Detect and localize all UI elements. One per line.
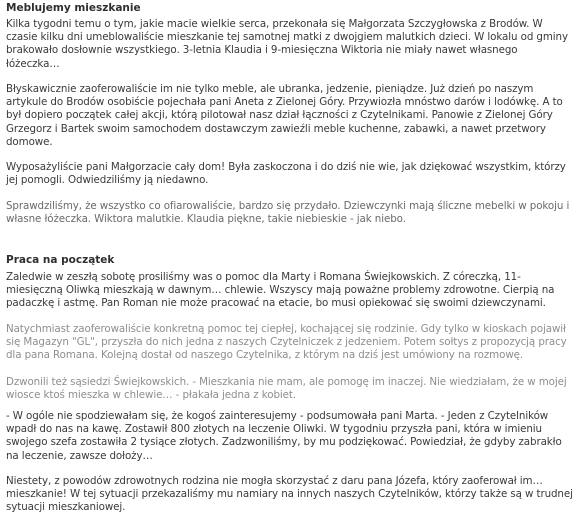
article1-paragraph-3: Wyposażyliście pani Małgorzacie cały dom! Była zaskoczona i do dziś nie wie, jak dziękować wszystkim, którzy jej pomogli. Odwiedziliśmy ją niedawno.	[6, 161, 566, 187]
article2-paragraph-3: Dzwonili też sąsiedzi Świejkowskich. - Mieszkania nie mam, ale pomogę im inaczej. Nie wiedziałam, że w mojej wiosce ktoś mieszka w chlewie… - płakała jedna z kobiet.	[6, 376, 567, 402]
article2-paragraph-1: Zaledwie w zeszłą sobotę prosiliśmy was o pomoc dla Marty i Romana Świejkowskich. Z córeczką, 11-miesięczną Oliwką mieszkają w dawnym… chlewie. Wszyscy mają poważne problemy zdrowotne. Cierpią na padaczkę i astmę. Pan Roman nie może pracować na etacie, bo musi opiekować się swoimi dziewczynami.	[6, 271, 555, 310]
article-title-meblujemy: Meblujemy mieszkanie	[6, 2, 141, 14]
article-title-praca: Praca na początek	[6, 254, 115, 266]
article1-paragraph-4: Sprawdziliśmy, że wszystko co ofiarowaliście, bardzo się przydało. Dziewczynki mają śliczne mebelki w pokoju i własne łóżeczka. Wiktora malutkie. Klaudia piękne, takie niebieskie - jak niebo.	[6, 200, 570, 226]
article1-paragraph-2: Błyskawicznie zaoferowaliście im nie tylko meble, ale ubranka, jedzenie, pieniądze. Już dzień po naszym artykule do Brodów osobiście pojechała pani Aneta z Zielonej Góry. Przywiozła mnóstwo darów i lodówkę. A to był dopiero początek całej akcji, którą pilotował nasz dział łączności z Czytelnikami. Panowie z Zielonej Góry Grzegorz i Bartek swoim samochodem dostawczym zawieźli meble kuchenne, zabawki, a nawet przetwory domowe.	[6, 83, 563, 148]
article2-paragraph-5: Niestety, z powodów zdrowotnych rodzina nie mogła skorzystać z daru pana Józefa, który zaoferował im… mieszkanie! W tej sytuacji przekazaliśmy mu namiary na innych naszych Czytelników, którzy także są w trudnej sytuacji mieszkaniowej.	[6, 475, 573, 514]
article2-paragraph-4: - W ogóle nie spodziewałam się, że kogoś zainteresujemy - podsumowała pani Marta. - Jeden z Czytelników wpadł do nas na kawę. Zostawił 800 złotych na leczenie Oliwki. W tygodniu przyszła pani, która w imieniu swojego szefa zostawiła 2 tysiące złotych. Zadzwoniliśmy, by mu podziękować. Powiedział, że gdyby zabrakło na leczenie, zawsze dołoży…	[6, 410, 562, 462]
article2-paragraph-2: Natychmiast zaoferowaliście konkretną pomoc tej ciepłej, kochającej się rodzinie. Gdy tylko w kioskach pojawił się Magazyn "GL", przyszła do nich jedna z naszych Czytelniczek z jedzeniem. Potem sołtys z propozycją pracy dla pana Romana. Kolejną dostał od naszego Czytelnika, z którym na dziś jest umówiony na rozmowę.	[6, 323, 567, 362]
article1-paragraph-1: Kilka tygodni temu o tym, jakie macie wielkie serca, przekonała się Małgorzata Szczygłowska z Brodów. W czasie kilku dni umeblowaliście mieszkanie tej samotnej matki z dwojgiem malutkich dzieci. W lokalu od gminy brakowało dosłownie wszystkiego. 3-letnia Klaudia i 9-miesięczna Wiktoria nie miały nawet własnego łóżeczka…	[6, 18, 568, 70]
